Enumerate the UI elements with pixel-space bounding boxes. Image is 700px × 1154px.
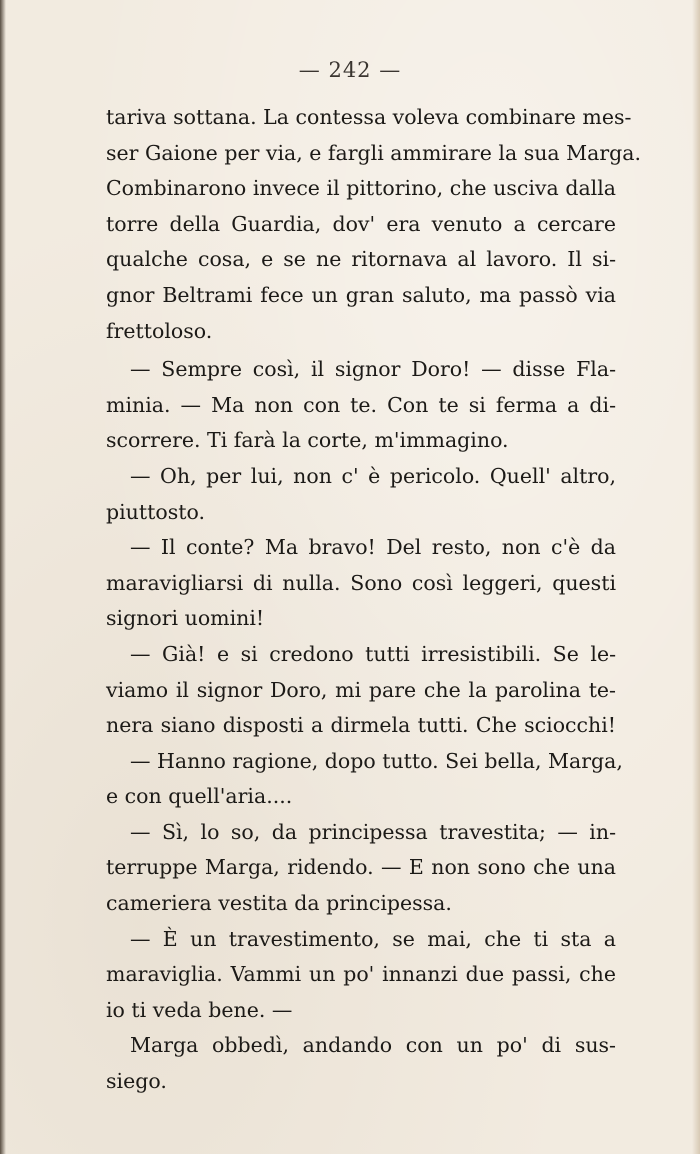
page-number: — 242 — [298, 58, 402, 82]
text-line: e con quell'aria.... [106, 784, 293, 809]
text-line: viamo il signor Doro, mi pare che la parolina te- [106, 677, 616, 702]
text-line: qualche cosa, e se ne ritornava al lavoro. Il si- [106, 247, 616, 272]
text-line: torre della Guardia, dov' era venuto a cercare [106, 211, 616, 236]
text-line: — Hanno ragione, dopo tutto. Sei bella, Marga, [130, 748, 623, 773]
text-line: Marga obbedì, andando con un po' di sus- [130, 1033, 616, 1058]
text-line: maravigliarsi di nulla. Sono così leggeri, questi [106, 570, 616, 595]
text-line: — Oh, per lui, non c' è pericolo. Quell' altro, [130, 463, 616, 488]
text-line: ser Gaione per via, e fargli ammirare la sua Marga. [106, 140, 642, 165]
body-text [106, 100, 642, 1100]
text-line: scorrere. Ti farà la corte, m'immagino. [106, 428, 509, 453]
text-line: — Già! e si credono tutti irresistibili. Se le- [130, 641, 616, 666]
text-line: — Il conte? Ma bravo! Del resto, non c'è da [130, 535, 616, 560]
text-line: maraviglia. Vammi un po' innanzi due passi, che [106, 962, 616, 987]
text-line: frettoloso. [106, 318, 213, 343]
text-line: signori uomini! [106, 606, 265, 631]
text-line: — Sì, lo so, da principessa travestita; — in- [130, 819, 616, 844]
text-line: gnor Beltrami fece un gran saluto, ma passò via [106, 282, 616, 307]
text-line: nera siano disposti a dirmela tutti. Che sciocchi! [106, 713, 616, 738]
text-line: tariva sottana. La contessa voleva combinare mes- [106, 105, 632, 129]
page-right-edge [692, 0, 700, 1154]
page-left-edge-shadow [0, 0, 6, 1154]
text-line: — Sempre così, il signor Doro! — disse Fla- [130, 357, 616, 382]
text-line: io ti veda bene. — [106, 997, 293, 1022]
text-line: — È un travestimento, se mai, che ti sta a [130, 926, 616, 951]
text-line: siego. [106, 1069, 167, 1094]
text-line: terruppe Marga, ridendo. — E non sono che una [106, 855, 616, 880]
text-line: Combinarono invece il pittorino, che usciva dalla [106, 176, 616, 201]
text-line: piuttosto. [106, 499, 205, 524]
text-line: cameriera vestita da principessa. [106, 891, 452, 916]
text-line: minia. — Ma non con te. Con te si ferma a di- [106, 392, 616, 417]
